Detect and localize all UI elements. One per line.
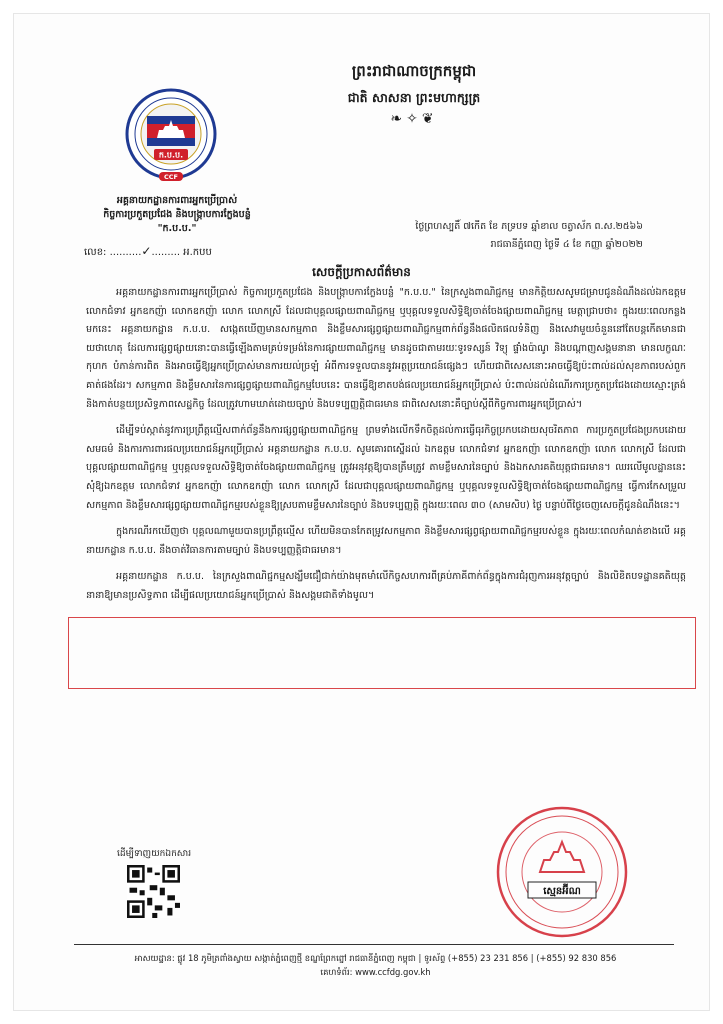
- footer-website[interactable]: គេហទំព័រ: www.ccfdg.gov.kh: [320, 967, 431, 977]
- reference-suffix: អ.កបប: [183, 247, 212, 258]
- ccf-logo: [123, 86, 219, 186]
- document-body: [86, 284, 686, 614]
- reference-number: លេខ: ..........✓......... អ.កបប: [84, 244, 212, 258]
- seal-label: ស្មេនអ៊ីណ: [543, 886, 581, 897]
- qr-code-icon[interactable]: [127, 865, 180, 918]
- reference-prefix: លេខ:: [84, 247, 107, 258]
- agency-line-2: កិច្ចការប្រកួតប្រជែង និងបង្ក្រាបការក្លែងបន្លំ: [103, 209, 251, 220]
- official-seal: [492, 802, 632, 942]
- solar-date: រាជធានីភ្នំពេញ ថ្ងៃទី ៤ ខែ កញ្ញា ឆ្នាំ២០២២: [490, 239, 643, 250]
- paragraph-4: អគ្គនាយកដ្ឋាន ក.ប.ប. នៃក្រសួងពាណិជ្ជកម្មសង្ឃឹមជឿជាក់យ៉ាងមុតមាំលើកិច្ចសហការពីគ្រប់ភាគីពាក់ព័ន្ធក្នុងការជំរុញការអនុវត្តច្បាប់ និងលិខិតបទដ្ឋានគតិយុត្តនានាឱ្យមានប្រសិទ្ធភាព ដើម្បីផលប្រយោជន៍អ្នកប្រើប្រាស់ និងសង្គមជាតិទាំងមូល។: [86, 571, 686, 601]
- footer-address: អាសយដ្ឋាន: ផ្លូវ 18 ភូមិត្រពាំងស្វាយ សង្កាត់ភ្នំពេញថ្មី ខណ្ឌព្រែកព្នៅ រាជធានីភ្នំពេញ កម្ពុជា | ទូរស័ព្ទ (+855) 23 231 856 | (+855) 92 830 856: [134, 953, 617, 963]
- agency-line-1: អគ្គនាយកដ្ឋានការពារអ្នកប្រើប្រាស់: [116, 195, 238, 206]
- kingdom-motto: ជាតិ សាសនា ព្រះមហាក្សត្រ: [347, 90, 481, 105]
- kingdom-header: [264, 62, 564, 127]
- kingdom-title: ព្រះរាជាណាចក្រកម្ពុជា: [351, 62, 477, 80]
- document-title: សេចក្ដីប្រកាសព័ត៌មាន: [312, 265, 411, 279]
- paragraph-1: អគ្គនាយកដ្ឋានការពារអ្នកប្រើប្រាស់ កិច្ចការប្រកួតប្រជែង និងបង្ក្រាបការក្លែងបន្លំ "ក.ប.ប." នៃក្រសួងពាណិជ្ជកម្ម មានកិត្តិយសសូមជម្រាបជូនដំណឹងដល់ឯកឧត្តម លោកជំទាវ អ្នកឧកញ៉ា លោកឧកញ៉ា លោក លោកស្រី ដែលជាបុគ្គលផ្សាយពាណិជ្ជកម្ម ឬបុគ្គលទទួលសិទ្ធិឱ្យចាត់ចែងផ្សាយពាណិជ្ជកម្ម មេត្តាជ្រាបថា៖ ក្នុងរយៈពេលកន្លងមកនេះ អគ្គនាយកដ្ឋាន ក.ប.ប. សង្កេតឃើញមានសកម្មភាព និងខ្លឹមសារផ្សព្វផ្សាយពាណិជ្ជកម្មពាក់ព័ន្ធនឹងផលិតផលទំនិញ និងសេវាមួយចំនួននៅតែបន្តកើតមានជាយថាហេតុ ដែលការផ្សព្វផ្សាយនោះបានធ្វើឡើងតាមគ្រប់ទម្រង់នៃការផ្សាយពាណិជ្ជកម្ម មានដូចជាតាមរយៈទូរទស្សន៍ វិទ្យុ ផ្ទាំងប៉ាណូ និងបណ្ដាញសង្គមនានា មានលក្ខណៈកុហក បំភាន់ការពិត និងអាចធ្វើឱ្យអ្នកប្រើប្រាស់មានការយល់ច្រឡំ អំពីការទទួលបាននូវអត្ថប្រយោជន៍ផ្សេងៗ ហើយជាពិសេសនោះអាចធ្វើឱ្យប៉ះពាល់ដល់សុខភាពរបស់ពួកគាត់ផងដែរ។ សកម្មភាព និងខ្លឹមសារនៃការផ្សព្វផ្សាយពាណិជ្ជកម្មបែបនេះ បានធ្វើឱ្យខាតបង់ផលប្រយោជន៍អ្នកប្រើប្រាស់ ប៉ះពាល់ដល់ដំណើរការប្រកួតប្រជែងដោយស្មោះត្រង់ និងកាត់បន្ថយប្រសិទ្ធភាពសេដ្ឋកិច្ច ដែលត្រូវហាមឃាត់ដោយច្បាប់ និងបទប្បញ្ញត្តិជាធរមាន ជាពិសេសនោះគឺច្បាប់ស្ដីពីកិច្ចការពារអ្នកប្រើប្រាស់។: [86, 287, 686, 410]
- agency-name: [72, 194, 282, 236]
- lunar-date: ថ្ងៃព្រហស្បតិ៍ ៧កើត ខែ ភទ្របទ ឆ្នាំខាល ចត្វាស័ក ព.ស.២៥៦៦: [415, 221, 643, 232]
- agency-line-3: "ក.ប.ប.": [157, 223, 197, 234]
- logo-ccf-text: CCF: [164, 173, 178, 181]
- footer-divider: [74, 944, 674, 945]
- footer: [14, 951, 723, 979]
- paragraph-3: ក្នុងករណីរកឃើញថា បុគ្គលណាមួយបានប្រព្រឹត្តល្មើស ហើយមិនបានកែតម្រូវសកម្មភាព និងខ្លឹមសារផ្សព្វផ្សាយពាណិជ្ជកម្មរបស់ខ្លួន ក្នុងរយៈពេលកំណត់ខាងលើ អគ្គនាយកដ្ឋាន ក.ប.ប. នឹងចាត់វិធានការតាមច្បាប់ និងបទប្បញ្ញត្តិជាធរមាន។: [86, 526, 686, 556]
- checkmark-icon: ✓: [141, 244, 152, 258]
- document-dates: [415, 218, 643, 254]
- highlight-annotation-box: [68, 617, 696, 689]
- qr-download-label: ដើម្បីទាញយកឯកសារ: [117, 849, 192, 859]
- document-page: [14, 14, 709, 1010]
- ornament-icon: ❧✧❦: [390, 111, 438, 127]
- paragraph-2: ដើម្បីទប់ស្កាត់នូវការប្រព្រឹត្តល្មើសពាក់ព័ន្ធនឹងការផ្សព្វផ្សាយពាណិជ្ជកម្ម ព្រមទាំងលើកទឹកចិត្តដល់ការធ្វើធុរកិច្ចប្រកបដោយសុចរិតភាព ការប្រកួតប្រជែងប្រកបដោយសមធម៌ និងការការពារផលប្រយោជន៍អ្នកប្រើប្រាស់ អគ្គនាយកដ្ឋាន ក.ប.ប. សូមគោរពស្នើដល់ ឯកឧត្តម លោកជំទាវ អ្នកឧកញ៉ា លោកឧកញ៉ា លោក លោកស្រី ដែលជាបុគ្គលផ្សាយពាណិជ្ជកម្ម ឬបុគ្គលទទួលសិទ្ធិឱ្យចាត់ចែងផ្សាយពាណិជ្ជកម្ម ត្រូវអនុវត្តឱ្យបានត្រឹមត្រូវ តាមខ្លឹមសារនៃច្បាប់ និងឯកសារគតិយុត្តជាធរមាន។ ឈរលើមូលដ្ឋាននេះ សុំឱ្យឯកឧត្តម លោកជំទាវ អ្នកឧកញ៉ា លោកឧកញ៉ា លោក លោកស្រី ដែលជាបុគ្គលផ្សាយពាណិជ្ជកម្ម ឬបុគ្គលទទួលសិទ្ធិឱ្យចាត់ចែងផ្សាយពាណិជ្ជកម្ម ធ្វើការកែសម្រួលសកម្មភាព និងខ្លឹមសារផ្សព្វផ្សាយពាណិជ្ជកម្មរបស់ខ្លួនឱ្យស្របតាមខ្លឹមសារនៃច្បាប់ និងបទប្បញ្ញត្តិ ក្នុងរយៈពេល ៣០ (សាមសិប) ថ្ងៃ បន្ទាប់ពីថ្ងៃចេញសេចក្ដីជូនដំណឹងនេះ។: [86, 425, 686, 511]
- logo-badge-text: ក.ប.ប.: [158, 150, 184, 160]
